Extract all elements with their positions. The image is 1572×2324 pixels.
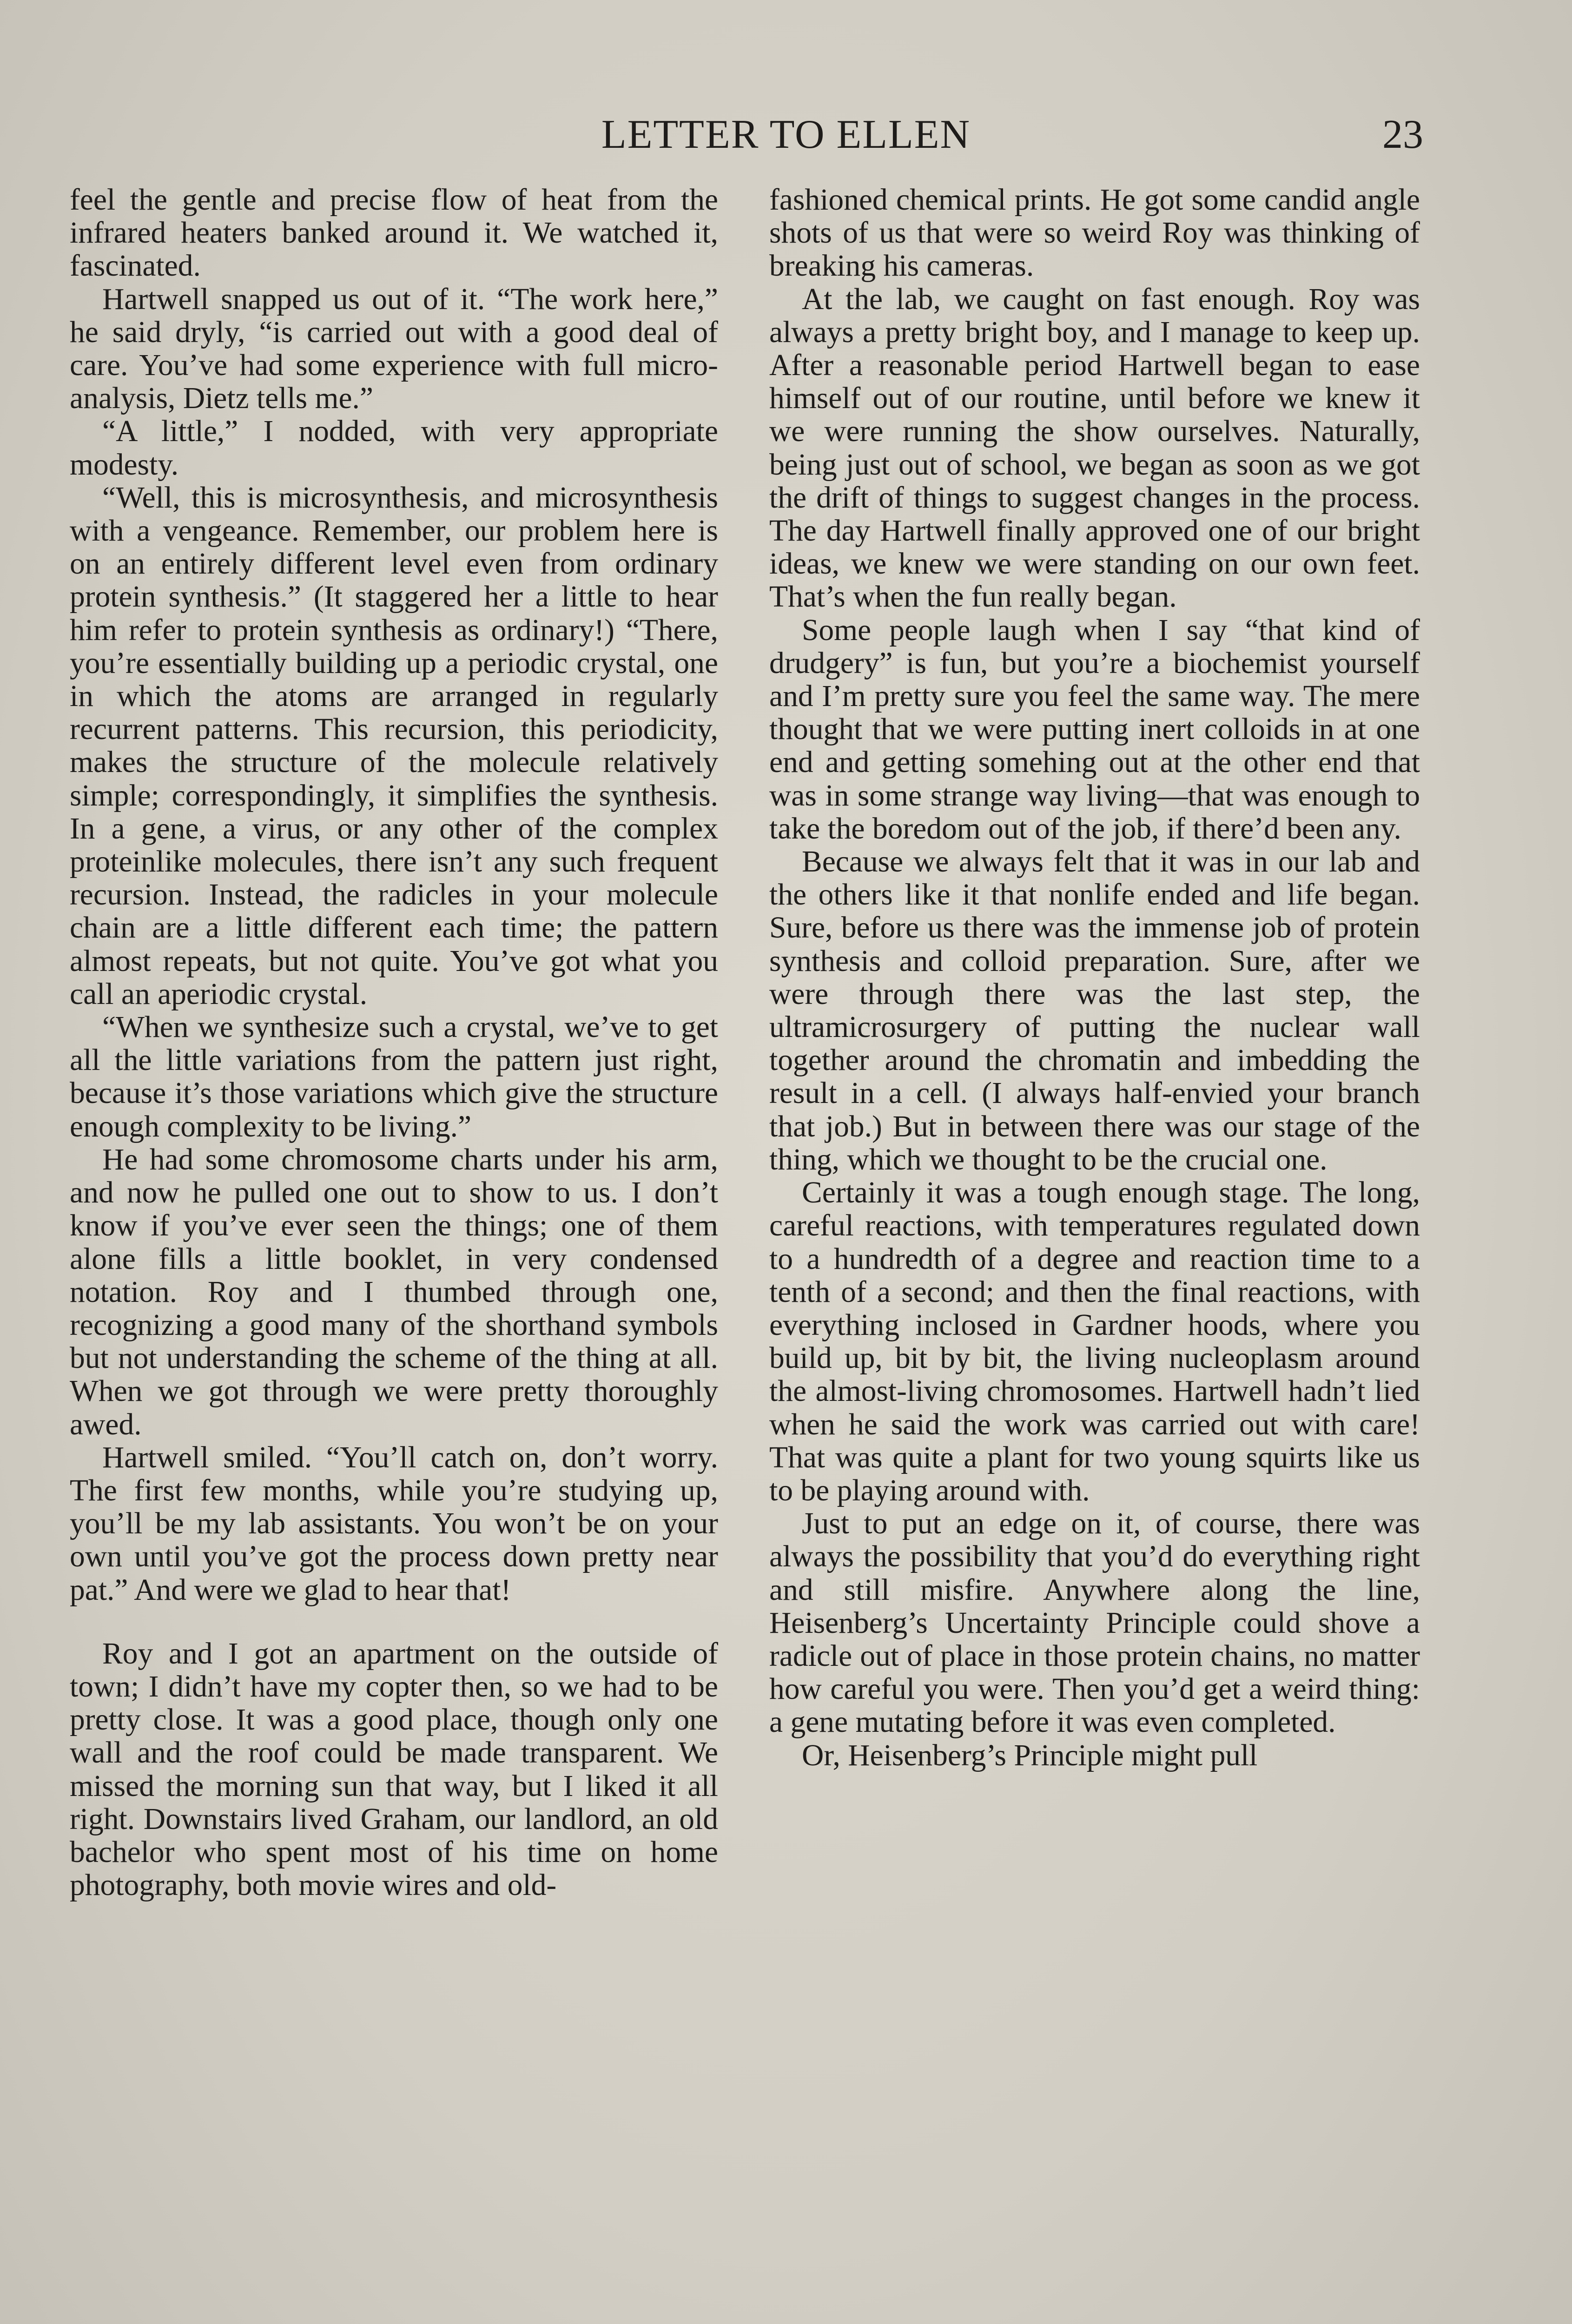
running-title: LETTER TO ELLEN xyxy=(601,112,971,157)
paragraph: Hartwell snapped us out of it. “The work here,” he said dryly, “is carried out with a good deal of care. You’ve had some experience with full micro-analysis, Dietz tells me.” xyxy=(70,282,718,416)
section-break xyxy=(70,1607,718,1637)
paragraph: “When we synthesize such a crystal, we’ve to get all the little variations from the pattern just right, because it’s those variations which give the structure enough complexity to be living.” xyxy=(70,1010,718,1143)
paragraph: He had some chromosome charts under his arm, and now he pulled one out to show to us. I don’t know if you’ve ever seen the things; one of them alone fills a little booklet, in very condensed notation. Roy and I thumbed through one, recognizing a good many of the shorthand symbols but not understanding the scheme of the thing at all. When we got through we were pretty thoroughly awed. xyxy=(70,1142,718,1441)
paragraph: At the lab, we caught on fast enough. Roy was always a pretty bright boy, and I manage to keep up. After a reasonable period Hartwell began to ease himself out of our routine, until before we knew it we were running the show ourselves. Naturally, being just out of school, we began as soon as we got the drift of things to suggest changes in the process. The day Hartwell finally approved one of our bright ideas, we knew we were standing on our own feet. That’s when the fun really began. xyxy=(769,282,1420,614)
paragraph: Roy and I got an apartment on the outside of town; I didn’t have my copter then, so we had to be pretty close. It was a good place, though only one wall and the roof could be made transparent. We missed the morning sun that way, but I liked it all right. Downstairs lived Graham, our landlord, an old bachelor who spent most of his time on home photography, both movie wires and old- xyxy=(70,1637,718,1902)
paragraph: Or, Heisenberg’s Principle might pull xyxy=(802,1738,1258,1772)
paragraph: “A little,” I nodded, with very appropriate modesty. xyxy=(70,415,718,482)
left-text-column xyxy=(70,184,718,1902)
paragraph: Hartwell smiled. “You’ll catch on, don’t worry. The first few months, while you’re studying up, you’ll be my lab assistants. You won’t be on your own until you’ve got the process down pretty near pat.” And were we glad to hear that! xyxy=(70,1440,718,1607)
paragraph: “Well, this is microsynthesis, and microsynthesis with a vengeance. Remember, our problem here is on an entirely different level even from ordinary protein synthesis.” (It staggered her a little to hear him refer to protein synthesis as ordinary!) “There, you’re essentially building up a periodic crystal, one in which the atoms are arranged in regularly recurrent patterns. This recursion, this periodicity, makes the structure of the molecule relatively simple; correspondingly, it simplifies the synthesis. In a gene, a virus, or any other of the complex proteinlike molecules, there isn’t any such frequent recursion. Instead, the radicles in your molecule chain are a little different each time; the pattern almost repeats, but not quite. You’ve got what you call an aperiodic crystal. xyxy=(70,481,718,1011)
paragraph: Certainly it was a tough enough stage. The long, careful reactions, with temperatures regulated down to a hundredth of a degree and reaction time to a tenth of a second; and then the final reactions, with everything inclosed in Gardner hoods, where you build up, bit by bit, the living nucleoplasm around the almost-living chromosomes. Hartwell hadn’t lied when he said the work was carried out with care! That was quite a plant for two young squirts like us to be playing around with. xyxy=(769,1176,1420,1507)
paragraph: Because we always felt that it was in our lab and the others like it that nonlife ended and life began. Sure, before us there was the immense job of protein synthesis and colloid preparation. Sure, after we were through there was the last step, the ultramicrosurgery of putting the nuclear wall together around the chromatin and imbedding the result in a cell. (I always half-envied your branch that job.) But in between there was our stage of the thing, which we thought to be the crucial one. xyxy=(769,845,1420,1176)
right-text-column xyxy=(769,184,1420,1772)
paragraph: Some people laugh when I say “that kind of drudgery” is fun, but you’re a biochemist yourself and I’m pretty sure you feel the same way. The mere thought that we were putting inert colloids in at one end and getting somehing out at the other end that was in some strange way living—that was enough to take the boredom out of the job, if there’d been any. xyxy=(769,613,1420,845)
page-number: 23 xyxy=(1382,112,1423,157)
paragraph: Just to put an edge on it, of course, there was always the possibility that you’d do everything right and still misfire. Anywhere along the line, Heisenberg’s Uncertainty Principle could shove a radicle out of place in those protein chains, no matter how careful you were. Then you’d get a weird thing: a gene mutating before it was even completed. xyxy=(769,1507,1420,1739)
paragraph: feel the gentle and precise flow of heat from the infrared heaters banked around it. We watched it, fascinated. xyxy=(70,183,718,283)
paragraph: fashioned chemical prints. He got some candid angle shots of us that were so weird Roy was thinking of breaking his cameras. xyxy=(769,183,1420,283)
page-header xyxy=(0,109,1572,160)
